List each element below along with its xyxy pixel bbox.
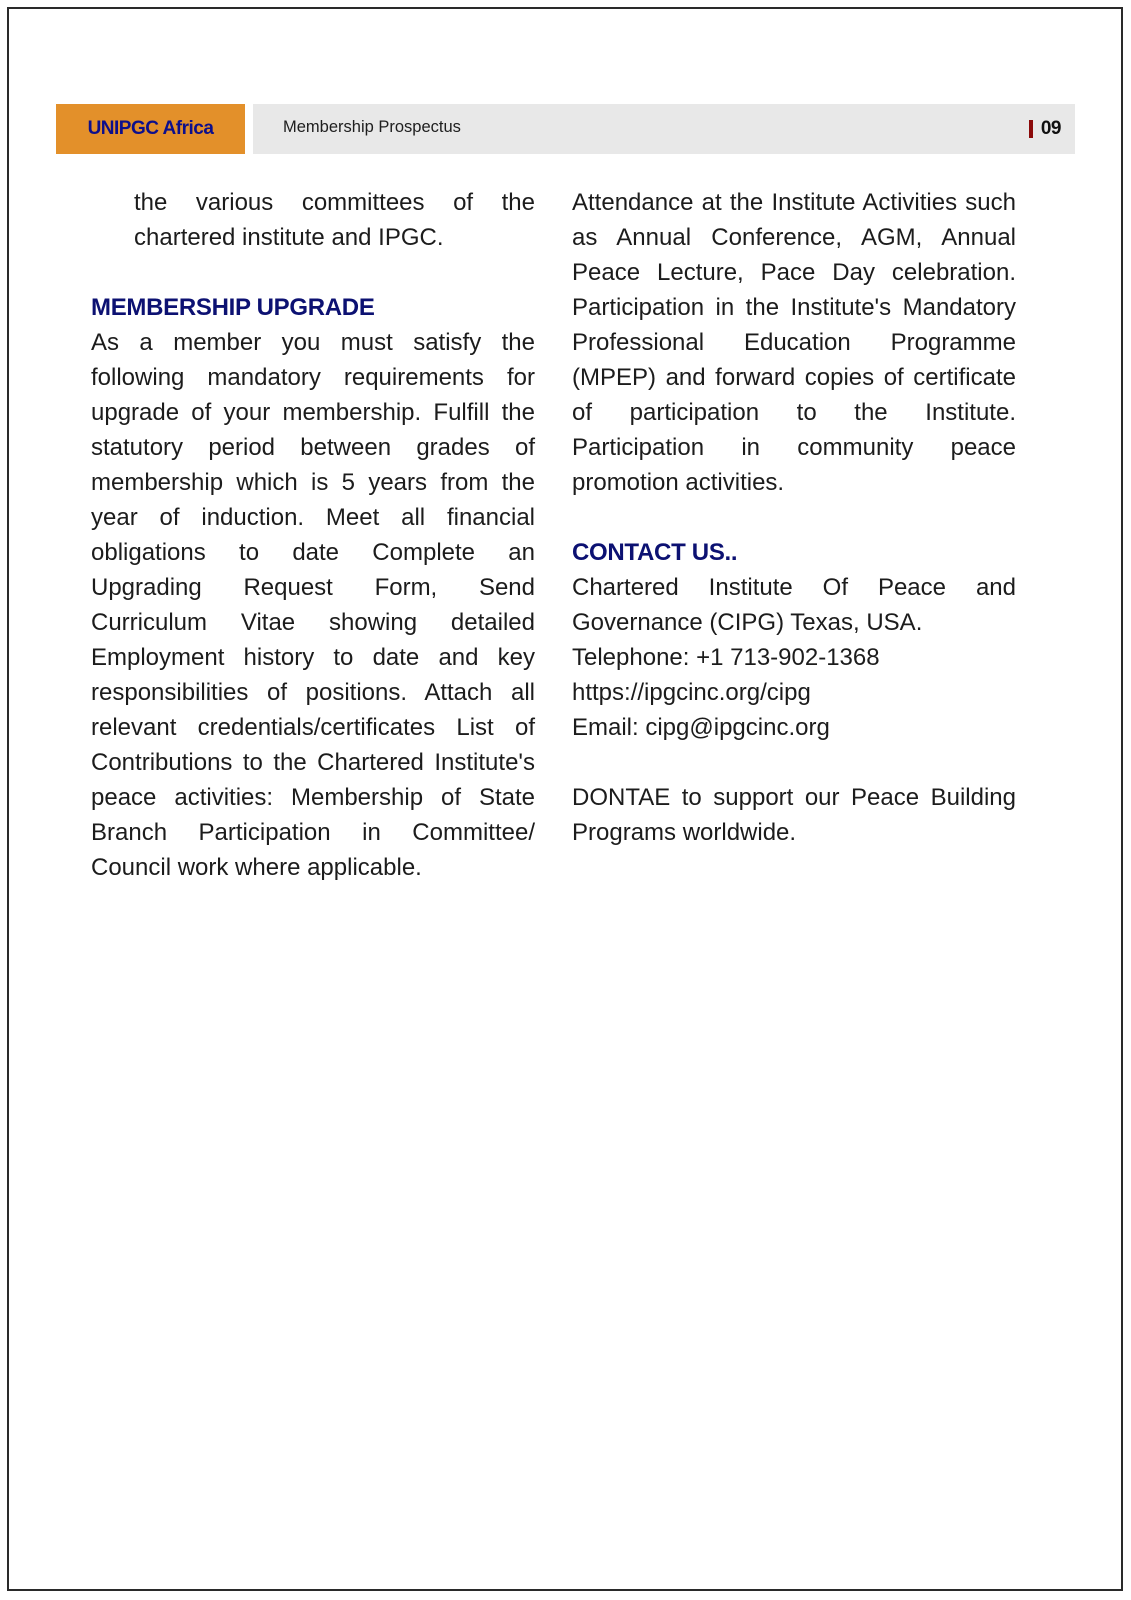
- continuation-paragraph: the various committees of the chartered institute and IPGC.: [134, 189, 535, 251]
- membership-upgrade-heading: MEMBERSHIP UPGRADE: [91, 294, 375, 321]
- title-bar: [253, 104, 1075, 154]
- document-title: Membership Prospectus: [283, 118, 461, 136]
- page-marker-icon: [1029, 120, 1033, 138]
- contact-us-heading: CONTACT US..: [572, 539, 738, 566]
- brand-box: [56, 104, 245, 154]
- donate-paragraph: DONTAE to support our Peace Building Programs worldwide.: [572, 784, 1016, 846]
- right-column: [572, 185, 1016, 850]
- brand-name: UNIPGC Africa: [87, 118, 214, 139]
- contact-telephone: Telephone: +1 713-902-1368: [572, 644, 880, 671]
- activities-paragraph: Attendance at the Institute Activities such as Annual Conference, AGM, Annual Peace Lecture, Pace Day celebration. Participation in the Institute's Mandatory Professional Education Programme (MPEP) and forward copies of certificate of participation to the Institute. Participation in community peace promotion activities.: [572, 189, 1016, 496]
- page-header: [56, 104, 1075, 154]
- contact-email-link[interactable]: Email: cipg@ipgcinc.org: [572, 714, 830, 741]
- contact-organization: Chartered Institute Of Peace and Governance (CIPG) Texas, USA.: [572, 574, 1016, 636]
- left-column: [91, 185, 535, 885]
- page-number-text: 09: [1040, 118, 1061, 139]
- membership-upgrade-body: As a member you must satisfy the following mandatory requirements for upgrade of your membership. Fulfill the statutory period between grades of membership which is 5 years from the year of induction. Meet all financial obligations to date Complete an Upgrading Request Form, Send Curriculum Vitae showing detailed Employment history to date and key responsibilities of positions. Attach all relevant credentials/certificates List of Contributions to the Chartered Institute's peace activities: Membership of State Branch Participation in Committee/ Council work where applicable.: [91, 329, 535, 881]
- page-number: [1029, 118, 1061, 140]
- contact-website-link[interactable]: https://ipgcinc.org/cipg: [572, 679, 811, 706]
